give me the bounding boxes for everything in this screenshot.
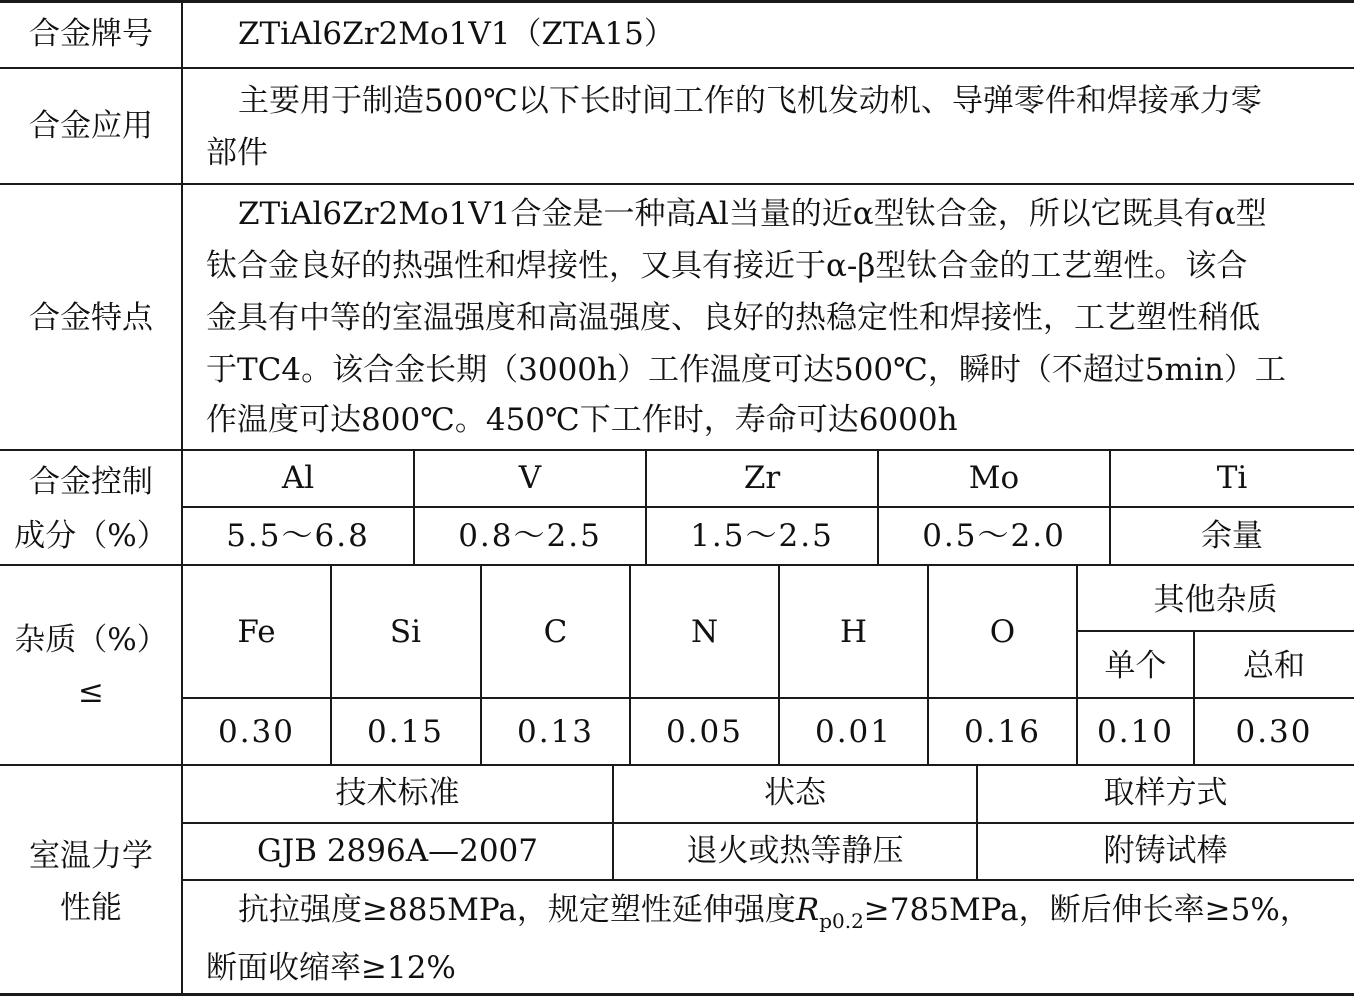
application-line-1: 主要用于制造500℃以下长时间工作的飞机发动机、导弹零件和焊接承力零 (238, 83, 1262, 119)
impurity-other-single: 单个 (1104, 648, 1167, 684)
impurity-element-si: Si (389, 614, 422, 650)
composition-element-al: Al (281, 460, 315, 496)
impurity-element-n: N (690, 614, 719, 650)
composition-label-line-1: 合金控制 (29, 464, 153, 500)
table-border-top (0, 0, 1354, 3)
properties-text-part-2: ≥785MPa，断后伸长率≥5%， (863, 892, 1311, 928)
features-label: 合金特点 (29, 300, 153, 336)
row-divider (0, 764, 1354, 766)
properties-text-part-1: 抗拉强度≥885MPa，规定塑性延伸强度 (238, 892, 796, 928)
yield-strength-subscript: p0.2 (819, 909, 864, 933)
designation-label: 合金牌号 (29, 16, 153, 52)
features-line-5: 作温度可达800℃。450℃下工作时，寿命可达6000h (206, 402, 958, 438)
row-divider (0, 449, 1354, 451)
application-label: 合金应用 (29, 108, 153, 144)
row-divider (182, 879, 1354, 881)
composition-label-line-2: 成分（%） (14, 518, 168, 554)
properties-text-line-1 (238, 884, 1311, 947)
properties-sampling-value: 附铸试棒 (1103, 833, 1228, 869)
row-divider (182, 506, 1354, 508)
designation-value: ZTiAl6Zr2Mo1V1（ZTA15） (238, 16, 675, 52)
properties-header-sampling: 取样方式 (1103, 775, 1228, 811)
features-line-3: 金具有中等的室温强度和高温强度、良好的热稳定性和焊接性，工艺塑性稍低 (206, 300, 1260, 336)
impurity-element-fe: Fe (237, 614, 276, 650)
properties-text-line-2: 断面收缩率≥12% (206, 950, 456, 986)
properties-label-line-1: 室温力学 (29, 838, 153, 874)
impurity-value-si: 0.15 (366, 714, 445, 750)
features-line-1: ZTiAl6Zr2Mo1V1合金是一种高Al当量的近α型钛合金，所以它既具有α型 (238, 196, 1267, 232)
impurities-label-line-2: ≤ (78, 674, 104, 710)
properties-condition-value: 退火或热等静压 (686, 833, 904, 869)
impurity-value-c: 0.13 (516, 714, 595, 750)
properties-label-line-2: 性能 (60, 890, 122, 926)
row-divider (1077, 630, 1354, 632)
table-border-bottom (0, 993, 1354, 996)
composition-element-mo: Mo (968, 460, 1020, 496)
properties-standard-value: GJB 2896A—2007 (257, 833, 538, 869)
row-divider (0, 564, 1354, 566)
properties-header-condition: 状态 (764, 775, 826, 811)
composition-value-v: 0.8～2.5 (458, 518, 602, 554)
impurities-label-line-1: 杂质（%） (14, 622, 168, 658)
impurity-value-n: 0.05 (665, 714, 744, 750)
row-divider (0, 183, 1354, 185)
features-line-4: 于TC4。该合金长期（3000h）工作温度可达500℃，瞬时（不超过5min）工 (206, 352, 1286, 388)
composition-element-zr: Zr (743, 460, 781, 496)
composition-value-mo: 0.5～2.0 (922, 518, 1066, 554)
row-divider (0, 67, 1354, 69)
row-divider (182, 822, 1354, 824)
impurity-value-fe: 0.30 (217, 714, 296, 750)
impurity-value-single: 0.10 (1096, 714, 1175, 750)
composition-value-ti: 余量 (1201, 518, 1263, 554)
composition-value-zr: 1.5～2.5 (690, 518, 834, 554)
impurity-other-header: 其他杂质 (1153, 582, 1278, 618)
impurity-element-o: O (989, 614, 1016, 650)
impurity-other-total: 总和 (1243, 648, 1305, 684)
features-line-2: 钛合金良好的热强性和焊接性，又具有接近于α-β型钛合金的工艺塑性。该合 (206, 248, 1248, 284)
properties-header-standard: 技术标准 (335, 775, 460, 811)
impurity-value-h: 0.01 (814, 714, 893, 750)
yield-strength-symbol: R (795, 892, 820, 928)
impurity-value-total: 0.30 (1235, 714, 1313, 750)
impurity-element-h: H (839, 614, 868, 650)
impurity-element-c: C (543, 614, 568, 650)
composition-element-v: V (518, 460, 542, 496)
composition-value-al: 5.5～6.8 (226, 518, 370, 554)
row-divider (182, 697, 1354, 699)
impurity-value-o: 0.16 (963, 714, 1042, 750)
application-line-2: 部件 (206, 135, 268, 171)
composition-element-ti: Ti (1216, 460, 1248, 496)
